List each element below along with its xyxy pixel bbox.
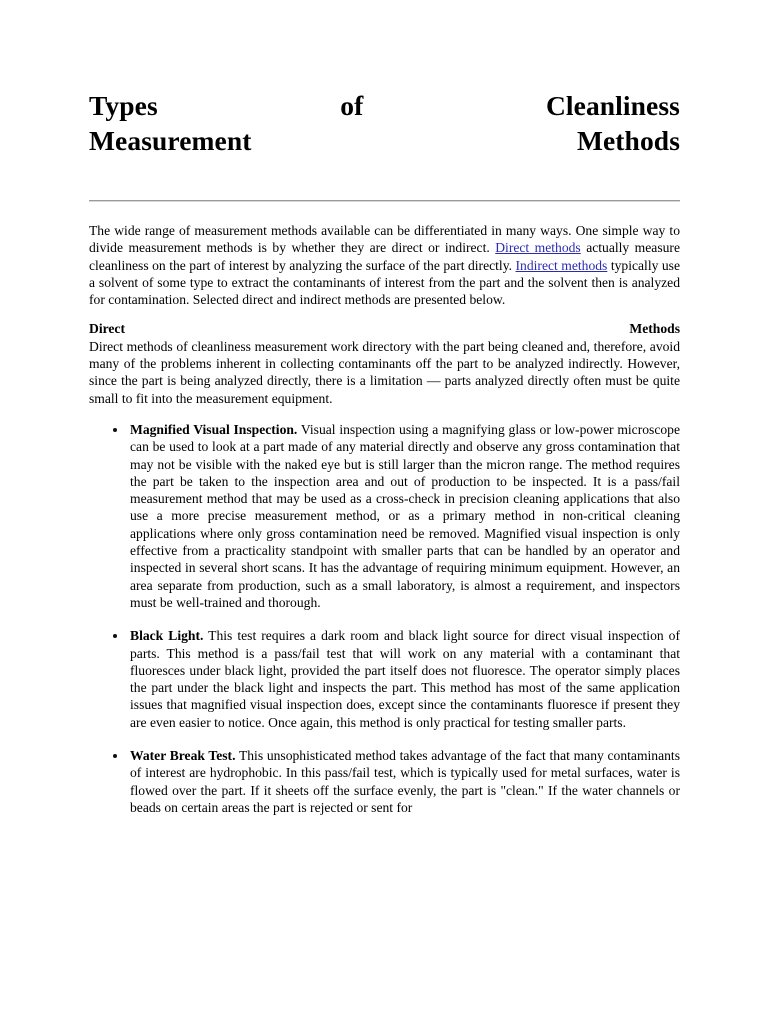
- section-heading-right: Methods: [629, 321, 680, 337]
- page-title-word-measurement: Measurement: [89, 125, 252, 156]
- list-item-lead: Water Break Test.: [130, 748, 236, 764]
- link-direct-methods[interactable]: Direct methods: [495, 240, 581, 256]
- bullet-dot-icon: [113, 634, 117, 638]
- page-title-word-methods: Methods: [576, 125, 680, 156]
- list-item-lead: Magnified Visual Inspection.: [130, 421, 298, 437]
- list-item: [89, 421, 680, 611]
- title-divider: [89, 200, 680, 202]
- intro-paragraph: [89, 222, 680, 308]
- document-content: [89, 88, 680, 816]
- page-title: [89, 88, 680, 158]
- page-title-word-cleanliness: Cleanliness: [545, 90, 680, 121]
- section-paragraph: Direct methods of cleanliness measurement work directory with the part being cleaned and, therefore, avoid many of the problems inherent in collecting contaminants off the part to be analyzed indirectly. However, since the part is being analyzed directly, there is a limitation — parts analyzed directly often must be quite small to fit into the measurement equipment.: [89, 338, 680, 406]
- bullet-dot-icon: [113, 428, 117, 432]
- intro-text-part-2: actually measure cleanliness on the part of interest by analyzing the surface of the part directly.: [89, 240, 680, 273]
- list-item: [89, 747, 680, 816]
- list-item-lead: Black Light.: [130, 628, 204, 644]
- link-indirect-methods[interactable]: Indirect methods: [515, 257, 608, 273]
- page-title-line-1: [89, 88, 680, 123]
- list-item-text: This test requires a dark room and black light source for direct visual inspection of parts. This method is a pass/fail test that will work on any material with a contaminant that fluoresces under black light, provided the part itself does not fluoresce. The operator simply places the part under the black light and inspects the part. This method has most of the same application issues that magnified visual inspection does, except since the contaminants fluoresce if present they are even easier to notice. Once again, this method is only practical for testing smaller parts.: [130, 628, 681, 730]
- methods-list: [89, 421, 680, 816]
- bullet-dot-icon: [113, 754, 117, 758]
- list-item: [89, 627, 680, 731]
- intro-text-part-1: The wide range of measurement methods available can be differentiated in many ways. One simple way to divide measurement methods is by whether they are direct or indirect.: [89, 223, 680, 256]
- page-title-word-types: Types: [89, 90, 158, 121]
- section-heading-left: Direct: [89, 321, 125, 337]
- section-heading-direct-methods: [89, 320, 680, 337]
- intro-text-part-3: typically use a solvent of some type to extract the contaminants of interest from the part and the solvent then is analyzed for contamination. Selected direct and indirect methods are presented below.: [89, 257, 681, 308]
- page-title-line-2: [89, 123, 680, 158]
- page-title-word-of: of: [340, 90, 364, 121]
- list-item-text: This unsophisticated method takes advantage of the fact that many contaminants of interest are hydrophobic. In this pass/fail test, which is typically used for metal surfaces, water is flowed over the part. If it sheets off the surface evenly, the part is "clean." If the water channels or beads on certain areas the part is rejected or sent for: [130, 748, 680, 815]
- list-item-text: Visual inspection using a magnifying glass or low-power microscope can be used to look at a part made of any material directly and observe any gross contamination that may not be visible with the naked eye but is still larger than the micron range. The method requires the part be taken to the inspection area and out of production to be inspected. It is a pass/fail measurement method that may be used as a cross-check in precision cleaning applications that also use a more precise measurement method, or as a primary method in non-critical cleaning applications where only gross contamination need be removed. Magnified visual inspection is only effective from a practicality standpoint with smaller parts that can be handled by an operator and inspected in several short scans. It has the advantage of requiring minimum equipment. However, an area separate from production, such as a small laboratory, is almost a requirement, and inspectors must be well-trained and thorough.: [130, 421, 680, 610]
